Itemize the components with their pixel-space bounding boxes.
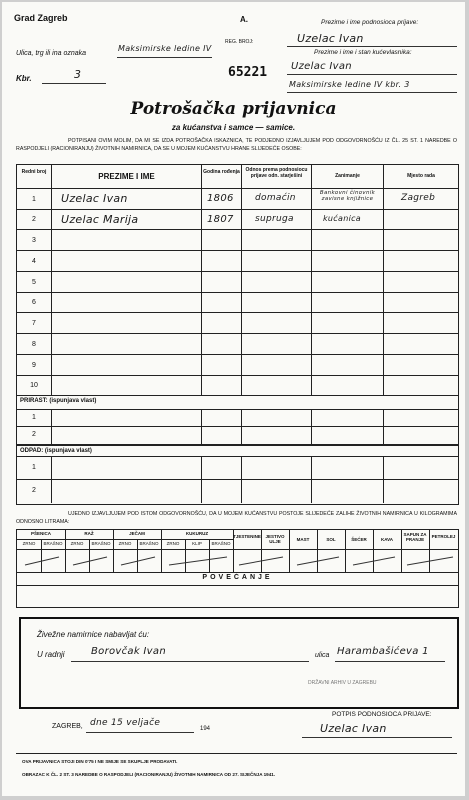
- head-value-2: Maksimirske ledine IV kbr. 3: [289, 80, 410, 89]
- row-number: 6: [32, 299, 36, 306]
- row-number: 9: [32, 362, 36, 369]
- row-number: 2: [32, 431, 36, 438]
- supply-street-label: ulica: [315, 652, 330, 659]
- shop-line: [71, 661, 309, 662]
- row-number: 2: [32, 487, 36, 494]
- person-relation: supruga: [255, 214, 294, 224]
- person-year: 1807: [207, 214, 234, 225]
- stock-col: MAST: [296, 537, 310, 542]
- shop-label: U radnji: [37, 650, 65, 659]
- person-relation: domaćin: [255, 193, 296, 203]
- row-number: 10: [30, 382, 38, 389]
- stock-sub: ZRNO: [22, 541, 36, 546]
- street-line: [117, 57, 212, 58]
- date-value: dne 15 veljače: [90, 718, 161, 728]
- reg-label: REG. BROJ:: [225, 39, 254, 45]
- signature-line: [302, 737, 452, 738]
- row-number: 4: [32, 258, 36, 265]
- year-label: 194: [200, 726, 211, 732]
- prirast-label: PRIRAST: (ispunjava vlast): [20, 398, 97, 404]
- row-number: 1: [32, 414, 36, 421]
- supply-street-line: [335, 661, 445, 662]
- form-title: Potrošačka prijavnica: [130, 99, 337, 119]
- stock-sub: ZRNO: [70, 541, 84, 546]
- house-label: Kbr.: [16, 74, 32, 83]
- form-subtitle: za kućanstva i samce — samice.: [171, 123, 296, 132]
- person-year: 1806: [207, 193, 234, 204]
- row-number: 1: [32, 464, 36, 471]
- supply-box: [19, 617, 459, 709]
- header-relation: Odnos prema podnosiocu prijave odn. starješini: [245, 167, 308, 179]
- stock-table: [16, 529, 459, 608]
- header-name: PREZIME I IME: [98, 172, 155, 181]
- footnote-decree: OBRAZAC K ČL. 2 ST. 3 NAREDBE O RASPODJELI (RACIONIRANJU) ŽIVOTNIH NAMIRNICA OD 27. SIJEČNJA 1941.: [22, 772, 276, 777]
- stock-col: SAPUN ZA PRANJE: [403, 532, 427, 542]
- submitter-value: Uzelac Ivan: [297, 32, 364, 45]
- footer-rule: [16, 753, 457, 754]
- row-number: 7: [32, 320, 36, 327]
- stock-intro: UJEDNO IZJAVLJUJEM POD ISTOM ODGOVORNOŠĆU, DA U MOJEM KUĆANSTVU POSTOJE SLIJEDEĆE ZALIHE ŽIVOTNIH NAMIRNICA U KILOGRAMIMA ODNOSNO LITRAMA:: [16, 511, 457, 525]
- stock-sub: BRAŠNO: [211, 541, 231, 546]
- head-line-2: [287, 92, 457, 93]
- stock-col: SOL: [326, 537, 336, 542]
- form-page: [2, 2, 465, 796]
- stock-group: JEČAM: [129, 531, 145, 536]
- shop-value: Borovčak Ivan: [91, 646, 166, 657]
- stock-sub: ZRNO: [118, 541, 132, 546]
- signature-label: POTPIS PODNOSIOCA PRIJAVE:: [332, 711, 432, 718]
- house-value: 3: [74, 68, 82, 81]
- stock-col: ŠEĆER: [351, 537, 367, 542]
- head-value-1: Uzelac Ivan: [291, 61, 352, 72]
- intro-text: POTPISANI OVIM MOLIM, DA MI SE IZDA POTROŠAČKA ISKAZNICA, TE PODJEDNO IZJAVLJUJEM POD ODGOVORNOŠĆU IZ ČL. 25 ST. 1 NAREDBE O RASPODJELI (RACIONIRANJU) ŽIVOTNIH NAMIRNICA, DA SE U MOJEM KUĆANSTVU HRANE SLIJEDEĆE OSOBE:: [16, 138, 457, 152]
- person-name: Uzelac Marija: [61, 213, 139, 226]
- archive-stamp: DRŽAVNI ARHIV U ZAGREBU: [308, 680, 377, 686]
- street-label: Ulica, trg ili ina oznaka: [16, 50, 87, 57]
- row-number: 8: [32, 341, 36, 348]
- person-name: Uzelac Ivan: [61, 192, 128, 205]
- stock-dashes: [17, 549, 458, 572]
- person-occupation: Bankovni činovnik zavisne knjižnice: [319, 190, 376, 203]
- header-no: Redni broj: [21, 169, 47, 175]
- stock-sub: BRAŠNO: [91, 541, 111, 546]
- row-number: 2: [32, 216, 36, 223]
- odpad-label: ODPAD: (ispunjava vlast): [20, 448, 92, 454]
- stock-sub: ZRNO: [166, 541, 180, 546]
- signature-value: Uzelac Ivan: [320, 722, 387, 735]
- head-line-1: [287, 74, 457, 75]
- submitter-line: [287, 46, 457, 47]
- header-occupation: Zanimanje: [335, 173, 360, 179]
- stock-group: PŠENICA: [30, 531, 51, 536]
- city-label: Grad Zagreb: [14, 13, 68, 23]
- date-line: [86, 732, 194, 733]
- stock-col: TJESTENINE: [233, 534, 261, 539]
- row-number: 5: [32, 279, 36, 286]
- reg-number: 65221: [228, 65, 268, 80]
- stock-sub: BRAŠNO: [43, 541, 63, 546]
- stock-increase-label: POVEĆANJE: [202, 574, 273, 581]
- form-letter: A.: [240, 15, 248, 24]
- footnote-price: OVA PRIJAVNICA STOJI DIN 0'75 I NE SMIJE SE SKUPLJE PRODAVATI.: [22, 759, 178, 764]
- person-workplace: Zagreb: [401, 193, 436, 203]
- stock-col: JESTIVO ULJE: [265, 534, 285, 544]
- street-value: Maksimirske ledine IV: [118, 44, 212, 53]
- stock-sub: BRAŠNO: [139, 541, 159, 546]
- person-occupation: kućanica: [323, 214, 361, 223]
- header-year: Godina rođenja: [203, 169, 240, 175]
- row-number: 1: [32, 196, 36, 203]
- place-label: ZAGREB,: [52, 723, 83, 730]
- house-line: [42, 83, 106, 84]
- stock-sub: KLIP: [192, 541, 202, 546]
- supply-label: Živežne namirnice nabavljat ću:: [37, 630, 150, 639]
- head-label: Prezime i ime i stan kućevlasnika:: [314, 49, 412, 56]
- supply-street-value: Harambašićeva 1: [337, 646, 429, 657]
- stock-group: RAŽ: [84, 531, 94, 536]
- submitter-label: Prezime i ime podnosioca prijave:: [321, 19, 419, 26]
- header-workplace: Mjesto rada: [407, 173, 435, 179]
- stock-col: PETROLEJ: [431, 534, 456, 539]
- row-number: 3: [32, 237, 36, 244]
- stock-group: KUKURUZ: [185, 531, 209, 536]
- persons-table: [16, 164, 459, 505]
- stock-col: KAVA: [380, 537, 394, 542]
